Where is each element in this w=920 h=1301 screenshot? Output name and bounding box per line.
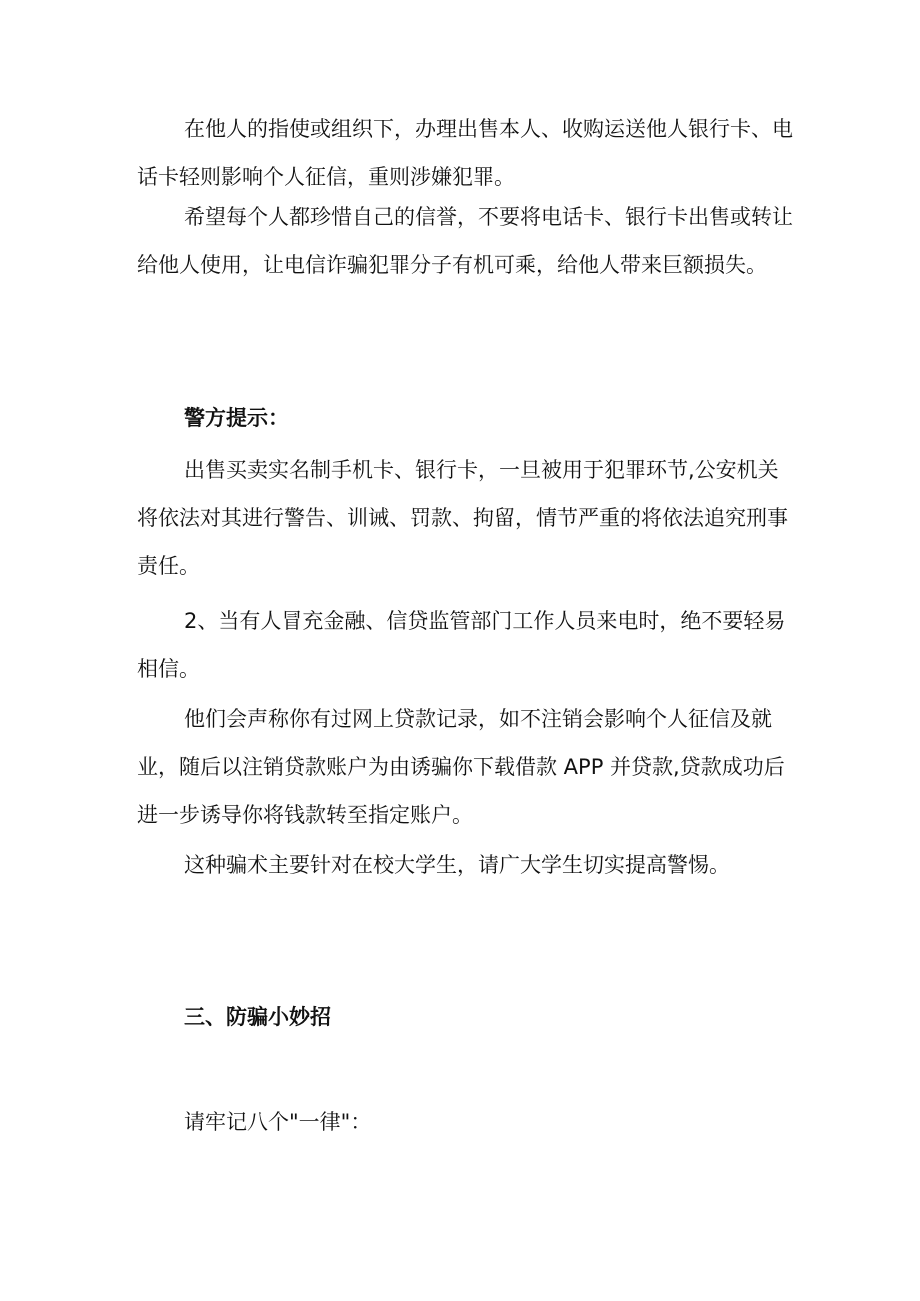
paragraph-card-sale-warning: 在他人的指使或组织下，办理出售本人、收购运送他人银行卡、电话卡轻则影响个人征信，重则涉嫌犯罪。: [137, 117, 793, 189]
paragraph-loan-scam: 他们会声称你有过网上贷款记录，如不注销会影响个人征信及就业，随后以注销贷款账户为由诱骗你下载借款 APP 并贷款,贷款成功后进一步诱导你将钱款转至指定账户。: [137, 707, 785, 827]
paragraph-students-alert: 这种骗术主要针对在校大学生，请广大学生切实提高警惕。: [184, 853, 730, 877]
paragraph-eight-rules-intro: 请牢记八个"一律"：: [184, 1110, 372, 1134]
paragraph-impersonation-warning: 2、当有人冒充金融、信贷监管部门工作人员来电时，绝不要轻易相信。: [137, 609, 786, 681]
section3-heading: 三、防骗小妙招: [184, 1005, 331, 1029]
police-tip-heading: 警方提示：: [184, 406, 289, 430]
paragraph-police-penalties: 出售买卖实名制手机卡、银行卡，一旦被用于犯罪环节,公安机关将依法对其进行警告、训诫、罚款、拘留，情节严重的将依法追究刑事责任。: [137, 458, 788, 578]
paragraph-cherish-credit: 希望每个人都珍惜自己的信誉，不要将电话卡、银行卡出售或转让给他人使用，让电信诈骗犯罪分子有机可乘，给他人带来巨额损失。: [137, 205, 793, 277]
